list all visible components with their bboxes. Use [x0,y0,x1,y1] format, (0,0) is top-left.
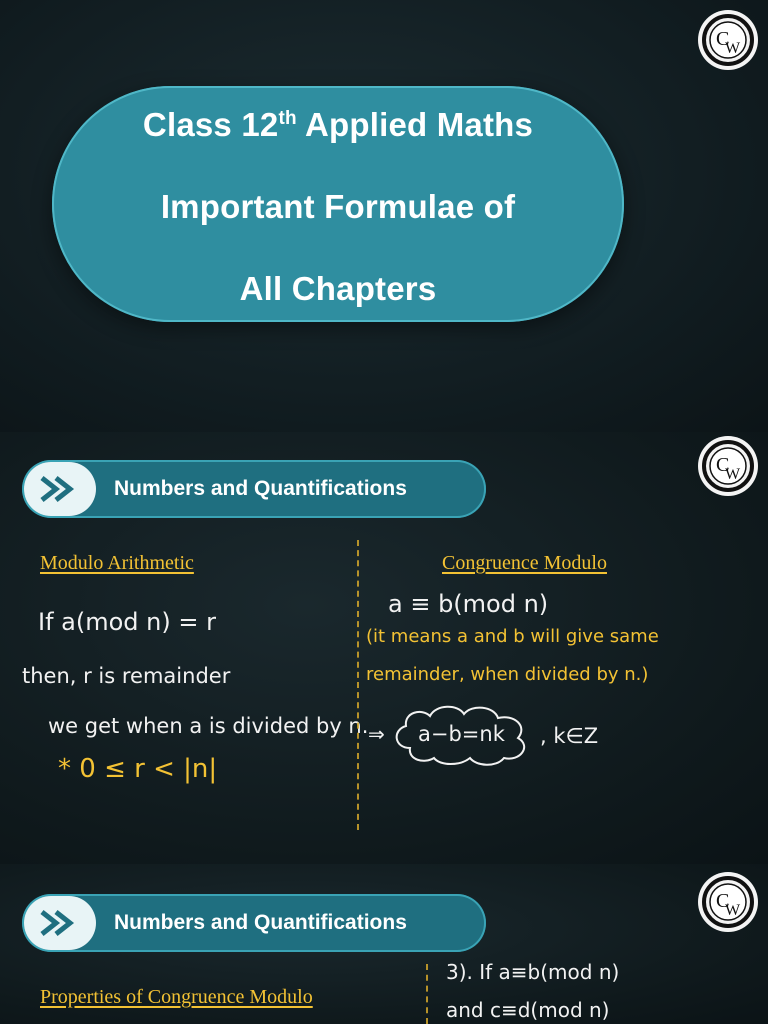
title-slide [0,0,768,432]
column-divider [426,964,428,1024]
svg-text:W: W [725,466,741,483]
congruence-line-3: remainder, when divided by n.) [366,664,649,685]
double-chevron-right-icon [24,896,96,950]
svg-text:C: C [716,890,730,912]
implies-arrow: ⇒ [368,722,385,746]
property-line-1: 3). If a≡b(mod n) [446,960,620,984]
title-banner [52,86,624,322]
properties-heading: Properties of Congruence Modulo [40,986,313,1008]
modulo-line-3: we get when a is divided by n. [48,714,369,738]
title-line-3: All Chapters [239,270,437,307]
title-superscript: th [278,108,297,129]
title-line-1 [143,98,533,146]
svg-text:W: W [725,902,741,919]
cw-logo [698,436,758,496]
svg-text:C: C [716,454,730,476]
title-subject: Applied Maths [296,106,534,143]
integer-condition: , k∈Z [540,724,599,748]
modulo-line-2: then, r is remainder [22,664,231,688]
cw-logo [698,10,758,70]
congruence-line-1: a ≡ b(mod n) [388,590,549,618]
property-line-2: and c≡d(mod n) [446,998,610,1022]
title-class: Class 12 [142,106,279,143]
modulo-line-4: * 0 ≤ r < |n| [58,754,218,784]
modulo-line-1: If a(mod n) = r [38,608,216,636]
svg-text:W: W [725,40,741,57]
congruence-modulo-heading: Congruence Modulo [442,552,607,574]
title-line-2: Important Formulae of [160,188,516,225]
section-banner [22,460,486,518]
cw-logo [698,872,758,932]
double-chevron-right-icon [24,462,96,516]
numbers-slide [0,432,768,864]
section-title: Numbers and Quantifications [114,911,407,934]
modulo-arithmetic-heading: Modulo Arithmetic [40,552,194,574]
svg-text:C: C [716,28,730,50]
congruence-line-2: (it means a and b will give same [366,626,659,647]
column-divider [357,540,359,830]
section-banner [22,894,486,952]
section-title: Numbers and Quantifications [114,477,407,500]
cloud-equation: a−b=nk [418,722,505,746]
properties-slide [0,864,768,1024]
